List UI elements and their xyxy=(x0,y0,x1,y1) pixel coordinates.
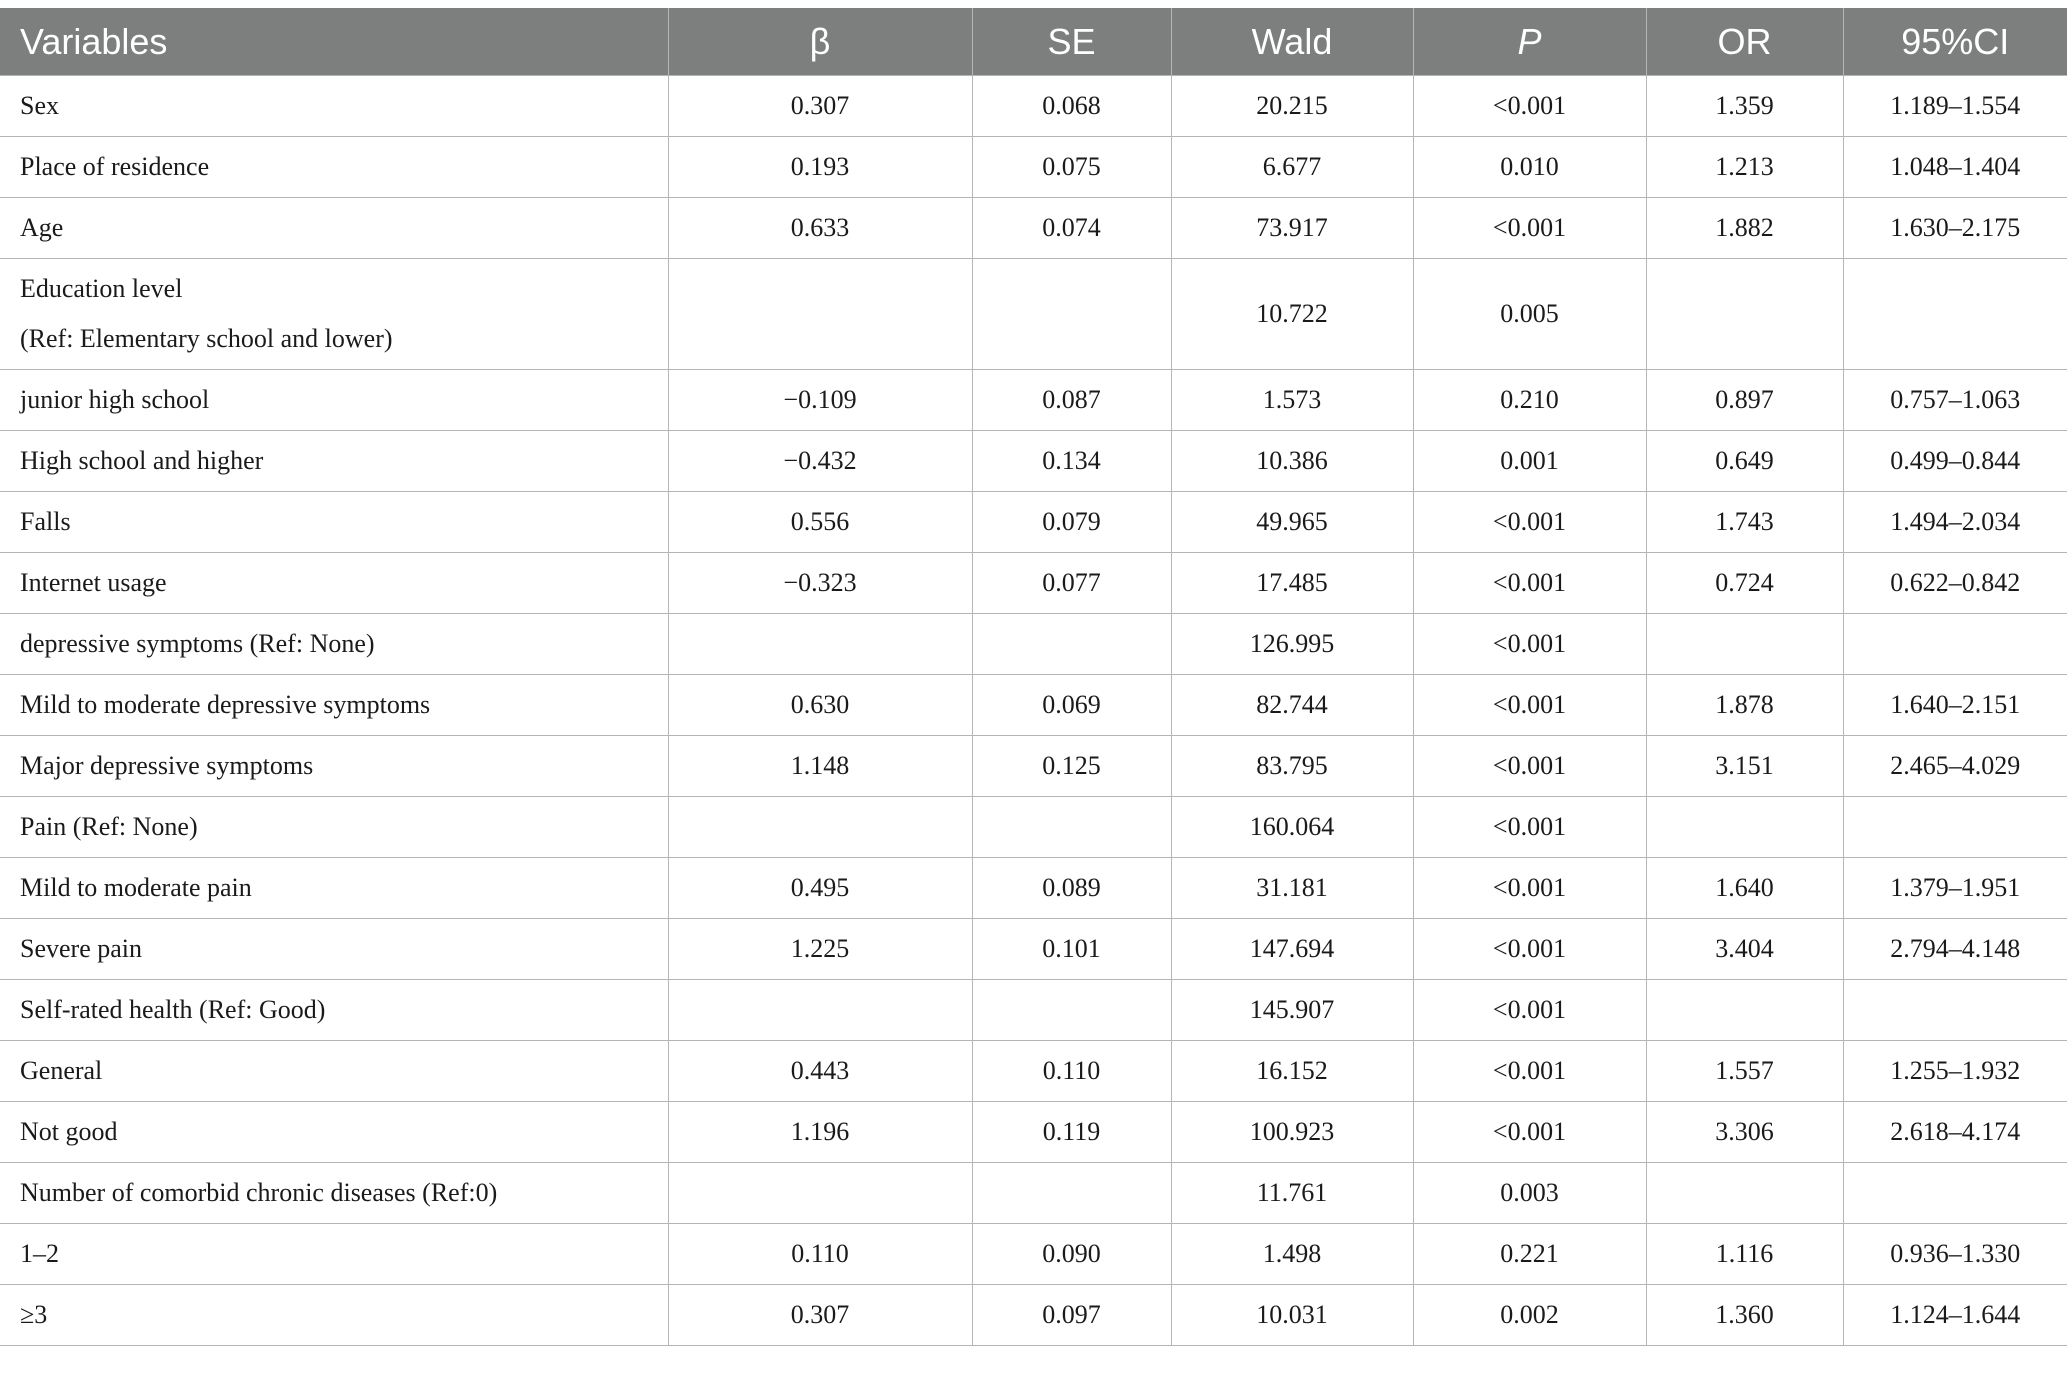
cell-wald: 82.744 xyxy=(1171,675,1413,736)
cell-se: 0.069 xyxy=(972,675,1171,736)
cell-wald: 16.152 xyxy=(1171,1041,1413,1102)
cell-beta: 0.307 xyxy=(668,1285,972,1346)
cell-beta: 0.443 xyxy=(668,1041,972,1102)
cell-wald: 10.386 xyxy=(1171,431,1413,492)
cell-beta xyxy=(668,259,972,370)
cell-variable xyxy=(0,797,668,858)
variable-label-line: (Ref: Elementary school and lower) xyxy=(20,324,393,353)
cell-or: 3.306 xyxy=(1646,1102,1843,1163)
cell-se: 0.119 xyxy=(972,1102,1171,1163)
cell-ci: 1.189–1.554 xyxy=(1843,76,2067,137)
cell-variable xyxy=(0,980,668,1041)
cell-ci xyxy=(1843,1163,2067,1224)
variable-label-line: Internet usage xyxy=(20,568,167,597)
table-row xyxy=(0,919,2067,980)
cell-se: 0.090 xyxy=(972,1224,1171,1285)
cell-ci xyxy=(1843,980,2067,1041)
header-variables: Variables xyxy=(0,8,668,76)
cell-or xyxy=(1646,1163,1843,1224)
variable-label-line: Age xyxy=(20,213,64,242)
cell-variable xyxy=(0,858,668,919)
cell-se: 0.087 xyxy=(972,370,1171,431)
table-row xyxy=(0,492,2067,553)
header-beta: β xyxy=(668,8,972,76)
cell-ci: 0.757–1.063 xyxy=(1843,370,2067,431)
header-p: P xyxy=(1413,8,1646,76)
variable-label-line: Pain (Ref: None) xyxy=(20,812,198,841)
header-wald: Wald xyxy=(1171,8,1413,76)
cell-beta: −0.109 xyxy=(668,370,972,431)
cell-ci: 2.465–4.029 xyxy=(1843,736,2067,797)
header-or: OR xyxy=(1646,8,1843,76)
cell-variable xyxy=(0,259,668,370)
cell-se xyxy=(972,980,1171,1041)
table-row xyxy=(0,198,2067,259)
table-row xyxy=(0,1224,2067,1285)
cell-or: 0.897 xyxy=(1646,370,1843,431)
cell-p: <0.001 xyxy=(1413,736,1646,797)
cell-variable xyxy=(0,431,668,492)
cell-ci: 2.618–4.174 xyxy=(1843,1102,2067,1163)
cell-ci: 0.622–0.842 xyxy=(1843,553,2067,614)
cell-beta: 0.110 xyxy=(668,1224,972,1285)
variable-label-line: General xyxy=(20,1056,103,1085)
table-row xyxy=(0,259,2067,370)
cell-beta: −0.432 xyxy=(668,431,972,492)
cell-p: 0.003 xyxy=(1413,1163,1646,1224)
cell-or xyxy=(1646,259,1843,370)
table-row xyxy=(0,797,2067,858)
table-header-row xyxy=(0,8,2067,76)
variable-label-line: Not good xyxy=(20,1117,118,1146)
cell-ci xyxy=(1843,797,2067,858)
cell-p: <0.001 xyxy=(1413,198,1646,259)
cell-wald: 73.917 xyxy=(1171,198,1413,259)
cell-p: <0.001 xyxy=(1413,614,1646,675)
cell-se: 0.077 xyxy=(972,553,1171,614)
cell-ci: 1.255–1.932 xyxy=(1843,1041,2067,1102)
cell-beta xyxy=(668,614,972,675)
cell-p: <0.001 xyxy=(1413,1041,1646,1102)
table-row xyxy=(0,1163,2067,1224)
variable-label-line: Mild to moderate depressive symptoms xyxy=(20,690,431,719)
cell-beta: 1.196 xyxy=(668,1102,972,1163)
cell-or xyxy=(1646,797,1843,858)
cell-variable xyxy=(0,553,668,614)
table-row xyxy=(0,370,2067,431)
cell-variable xyxy=(0,1285,668,1346)
cell-se: 0.075 xyxy=(972,137,1171,198)
cell-se xyxy=(972,797,1171,858)
table-row xyxy=(0,76,2067,137)
cell-se xyxy=(972,259,1171,370)
cell-or: 1.116 xyxy=(1646,1224,1843,1285)
cell-variable xyxy=(0,76,668,137)
cell-or xyxy=(1646,614,1843,675)
cell-ci: 0.499–0.844 xyxy=(1843,431,2067,492)
cell-beta xyxy=(668,1163,972,1224)
cell-or xyxy=(1646,980,1843,1041)
cell-p: 0.001 xyxy=(1413,431,1646,492)
cell-ci: 1.048–1.404 xyxy=(1843,137,2067,198)
cell-variable xyxy=(0,919,668,980)
cell-beta: 1.225 xyxy=(668,919,972,980)
cell-ci: 1.124–1.644 xyxy=(1843,1285,2067,1346)
variable-label-line: Number of comorbid chronic diseases (Ref:0) xyxy=(20,1178,498,1207)
cell-p: 0.010 xyxy=(1413,137,1646,198)
cell-beta xyxy=(668,797,972,858)
table-row xyxy=(0,1102,2067,1163)
cell-variable xyxy=(0,1041,668,1102)
variable-label-line: junior high school xyxy=(20,385,210,414)
cell-wald: 6.677 xyxy=(1171,137,1413,198)
cell-p: <0.001 xyxy=(1413,76,1646,137)
cell-variable xyxy=(0,198,668,259)
cell-ci xyxy=(1843,259,2067,370)
cell-wald: 11.761 xyxy=(1171,1163,1413,1224)
table-row xyxy=(0,980,2067,1041)
cell-variable xyxy=(0,736,668,797)
cell-ci: 1.640–2.151 xyxy=(1843,675,2067,736)
variable-label-line: depressive symptoms (Ref: None) xyxy=(20,629,375,658)
cell-p: <0.001 xyxy=(1413,858,1646,919)
table-row xyxy=(0,553,2067,614)
header-se: SE xyxy=(972,8,1171,76)
cell-ci xyxy=(1843,614,2067,675)
cell-or: 0.649 xyxy=(1646,431,1843,492)
cell-beta: 0.495 xyxy=(668,858,972,919)
cell-se: 0.068 xyxy=(972,76,1171,137)
table-row xyxy=(0,137,2067,198)
cell-wald: 49.965 xyxy=(1171,492,1413,553)
cell-p: 0.221 xyxy=(1413,1224,1646,1285)
cell-se xyxy=(972,1163,1171,1224)
variable-label-line: High school and higher xyxy=(20,446,264,475)
cell-p: 0.002 xyxy=(1413,1285,1646,1346)
cell-wald: 83.795 xyxy=(1171,736,1413,797)
table-row xyxy=(0,736,2067,797)
variable-label-line: 1–2 xyxy=(20,1239,59,1268)
cell-beta: −0.323 xyxy=(668,553,972,614)
cell-wald: 100.923 xyxy=(1171,1102,1413,1163)
table-row xyxy=(0,1041,2067,1102)
table-row xyxy=(0,431,2067,492)
cell-or: 1.743 xyxy=(1646,492,1843,553)
cell-wald: 17.485 xyxy=(1171,553,1413,614)
cell-se: 0.134 xyxy=(972,431,1171,492)
table-body xyxy=(0,76,2067,1346)
cell-or: 3.404 xyxy=(1646,919,1843,980)
cell-wald: 160.064 xyxy=(1171,797,1413,858)
cell-wald: 145.907 xyxy=(1171,980,1413,1041)
cell-beta: 0.193 xyxy=(668,137,972,198)
cell-ci: 1.630–2.175 xyxy=(1843,198,2067,259)
table-row xyxy=(0,614,2067,675)
cell-beta: 0.633 xyxy=(668,198,972,259)
cell-wald: 20.215 xyxy=(1171,76,1413,137)
variable-label-line: Education level xyxy=(20,274,183,303)
cell-variable xyxy=(0,492,668,553)
cell-or: 3.151 xyxy=(1646,736,1843,797)
cell-ci: 1.379–1.951 xyxy=(1843,858,2067,919)
variable-label-line: Sex xyxy=(20,91,59,120)
cell-or: 1.640 xyxy=(1646,858,1843,919)
cell-wald: 10.031 xyxy=(1171,1285,1413,1346)
cell-p: <0.001 xyxy=(1413,980,1646,1041)
cell-se: 0.125 xyxy=(972,736,1171,797)
cell-beta: 0.307 xyxy=(668,76,972,137)
regression-results-table xyxy=(0,8,2067,1346)
cell-beta: 1.148 xyxy=(668,736,972,797)
variable-label-line: Severe pain xyxy=(20,934,143,963)
cell-p: <0.001 xyxy=(1413,919,1646,980)
cell-se: 0.097 xyxy=(972,1285,1171,1346)
cell-wald: 1.498 xyxy=(1171,1224,1413,1285)
variable-label-line: Self-rated health (Ref: Good) xyxy=(20,995,326,1024)
cell-variable xyxy=(0,1163,668,1224)
cell-variable xyxy=(0,1224,668,1285)
cell-se: 0.089 xyxy=(972,858,1171,919)
cell-or: 1.359 xyxy=(1646,76,1843,137)
cell-variable xyxy=(0,370,668,431)
cell-p: <0.001 xyxy=(1413,492,1646,553)
cell-variable xyxy=(0,614,668,675)
cell-p: <0.001 xyxy=(1413,1102,1646,1163)
cell-or: 1.557 xyxy=(1646,1041,1843,1102)
cell-or: 0.724 xyxy=(1646,553,1843,614)
cell-se: 0.079 xyxy=(972,492,1171,553)
cell-beta: 0.556 xyxy=(668,492,972,553)
variable-label-line: Mild to moderate pain xyxy=(20,873,252,902)
cell-wald: 147.694 xyxy=(1171,919,1413,980)
cell-wald: 126.995 xyxy=(1171,614,1413,675)
header-ci: 95%CI xyxy=(1843,8,2067,76)
cell-or: 1.878 xyxy=(1646,675,1843,736)
cell-wald: 1.573 xyxy=(1171,370,1413,431)
cell-ci: 1.494–2.034 xyxy=(1843,492,2067,553)
cell-beta xyxy=(668,980,972,1041)
cell-beta: 0.630 xyxy=(668,675,972,736)
cell-wald: 31.181 xyxy=(1171,858,1413,919)
cell-ci: 2.794–4.148 xyxy=(1843,919,2067,980)
cell-wald: 10.722 xyxy=(1171,259,1413,370)
cell-p: <0.001 xyxy=(1413,553,1646,614)
variable-label-line: Falls xyxy=(20,507,71,536)
cell-or: 1.882 xyxy=(1646,198,1843,259)
cell-p: 0.210 xyxy=(1413,370,1646,431)
cell-ci: 0.936–1.330 xyxy=(1843,1224,2067,1285)
cell-variable xyxy=(0,137,668,198)
cell-p: 0.005 xyxy=(1413,259,1646,370)
variable-label-line: Place of residence xyxy=(20,152,210,181)
cell-se: 0.074 xyxy=(972,198,1171,259)
cell-se: 0.101 xyxy=(972,919,1171,980)
table-row xyxy=(0,1285,2067,1346)
cell-se xyxy=(972,614,1171,675)
cell-or: 1.360 xyxy=(1646,1285,1843,1346)
variable-label-line: ≥3 xyxy=(20,1300,48,1329)
table-row xyxy=(0,858,2067,919)
cell-variable xyxy=(0,1102,668,1163)
cell-or: 1.213 xyxy=(1646,137,1843,198)
cell-p: <0.001 xyxy=(1413,675,1646,736)
variable-label-line: Major depressive symptoms xyxy=(20,751,314,780)
cell-se: 0.110 xyxy=(972,1041,1171,1102)
table-row xyxy=(0,675,2067,736)
cell-p: <0.001 xyxy=(1413,797,1646,858)
cell-variable xyxy=(0,675,668,736)
